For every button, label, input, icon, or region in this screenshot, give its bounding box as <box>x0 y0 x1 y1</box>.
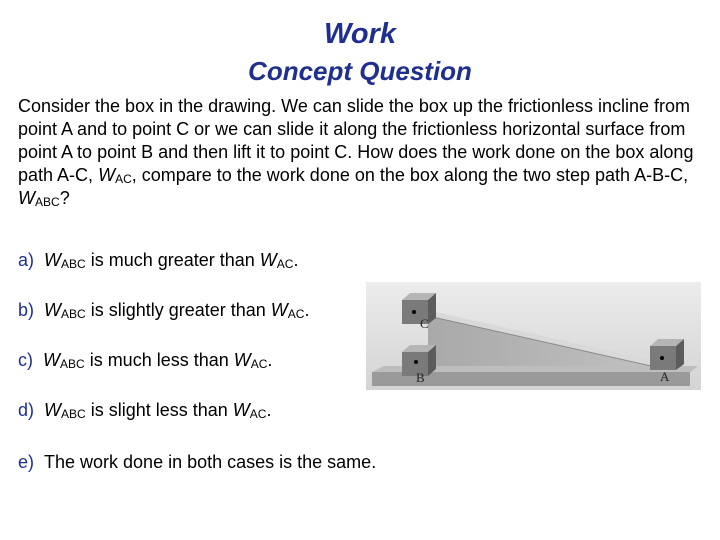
option-text: is slightly greater than <box>85 300 271 320</box>
box-c-dot <box>412 310 416 314</box>
work-symbol: W <box>44 400 62 420</box>
option-end: . <box>266 400 272 420</box>
work-symbol: W <box>43 350 60 370</box>
option-end: . <box>304 300 310 320</box>
work-symbol: W <box>44 300 62 320</box>
option-text: is much less than <box>84 350 234 370</box>
work-symbol: W <box>259 250 277 270</box>
option-text: is much greater than <box>85 250 260 270</box>
option-b[interactable] <box>18 300 309 321</box>
work-symbol: W <box>232 400 250 420</box>
option-letter: c) <box>18 350 33 370</box>
option-letter: d) <box>18 400 35 420</box>
label-b: B <box>416 370 425 385</box>
work-symbol: W <box>44 250 62 270</box>
option-d[interactable] <box>18 400 271 421</box>
incline-diagram <box>366 282 701 390</box>
label-c: C <box>420 316 429 331</box>
work-symbol: W <box>270 300 288 320</box>
option-e[interactable] <box>18 452 376 473</box>
label-a: A <box>660 369 670 384</box>
option-letter: e) <box>18 452 35 472</box>
page-title: Work <box>324 18 396 50</box>
option-c[interactable] <box>18 350 272 371</box>
option-letter: a) <box>18 250 35 270</box>
option-a[interactable] <box>18 250 298 271</box>
subscript: ABC <box>61 307 86 321</box>
option-letter: b) <box>18 300 35 320</box>
subscript: ABC <box>60 357 85 371</box>
subscript: AC <box>287 307 305 321</box>
subscript-ac: AC <box>115 172 132 186</box>
option-text: The work done in both cases is the same. <box>44 452 377 472</box>
work-symbol: W <box>233 350 251 370</box>
box-a-dot <box>660 356 664 360</box>
work-symbol: W <box>18 188 35 208</box>
option-end: . <box>267 350 273 370</box>
question-text <box>18 95 703 210</box>
subscript: AC <box>250 357 268 371</box>
subscript: ABC <box>61 257 86 271</box>
question-part-2: , compare to the work done on the box along the two step path A-B-C, <box>131 165 689 185</box>
subscript: ABC <box>61 407 86 421</box>
question-part-1: Consider the box in the drawing. We can slide the box up the frictionless incline from point A and to point C or we can slide it along the frictionless horizontal surface from point A to point B and then lift it to point C. How does the work done on the box along path A-C, <box>18 96 694 185</box>
question-part-3: ? <box>59 188 70 208</box>
subscript-abc: ABC <box>35 195 60 209</box>
subscript: AC <box>249 407 267 421</box>
subscript: AC <box>276 257 294 271</box>
box-b-dot <box>414 360 418 364</box>
option-text: is slight less than <box>85 400 233 420</box>
work-symbol: W <box>98 165 116 185</box>
page-subtitle: Concept Question <box>248 56 472 86</box>
option-end: . <box>293 250 299 270</box>
